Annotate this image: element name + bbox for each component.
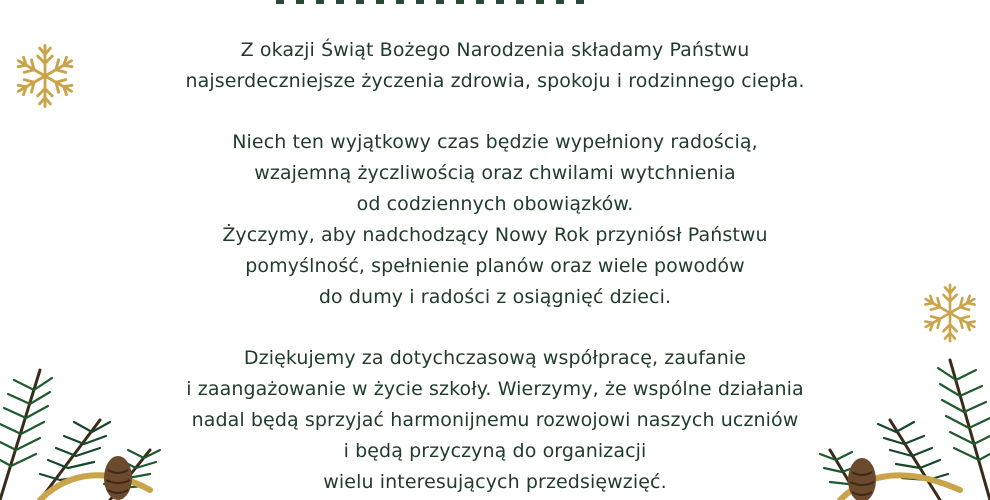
- text-line: pomyślność, spełnienie planów oraz wiele powodów: [245, 255, 745, 277]
- text-line: najserdeczniejsze życzenia zdrowia, spokoju i rodzinnego ciepła.: [185, 70, 805, 92]
- text-line: do dumy i radości z osiągnięć dzieci.: [318, 286, 672, 308]
- text-line: i zaangażowanie w życie szkoły. Wierzymy, że wspólne działania: [186, 378, 804, 400]
- text-line: od codziennych obowiązków.: [356, 193, 634, 215]
- text-line: wielu interesujących przedsięwzięć.: [323, 471, 667, 493]
- text-line: i będą przyczyną do organizacji: [343, 440, 647, 462]
- greeting-paragraph-2: [95, 127, 895, 313]
- text-line: Dziękujemy za dotychczasową współpracę, zaufanie: [243, 347, 747, 369]
- snowflake-icon: [914, 280, 986, 346]
- greeting-paragraph-3: [95, 343, 895, 498]
- text-line: Życzymy, aby nadchodzący Nowy Rok przyniósł Państwu: [222, 224, 768, 246]
- snowflake-icon: [6, 40, 84, 112]
- cropped-heading-fragment: [270, 0, 590, 4]
- text-line: wzajemną życzliwością oraz chwilami wytchnienia: [254, 162, 736, 184]
- greeting-paragraph-1: [95, 35, 895, 97]
- text-line: Niech ten wyjątkowy czas będzie wypełniony radością,: [232, 131, 758, 153]
- text-line: nadal będą sprzyjać harmonijnemu rozwojowi naszych uczniów: [191, 409, 799, 431]
- text-line: Z okazji Świąt Bożego Narodzenia składamy Państwu: [240, 39, 750, 61]
